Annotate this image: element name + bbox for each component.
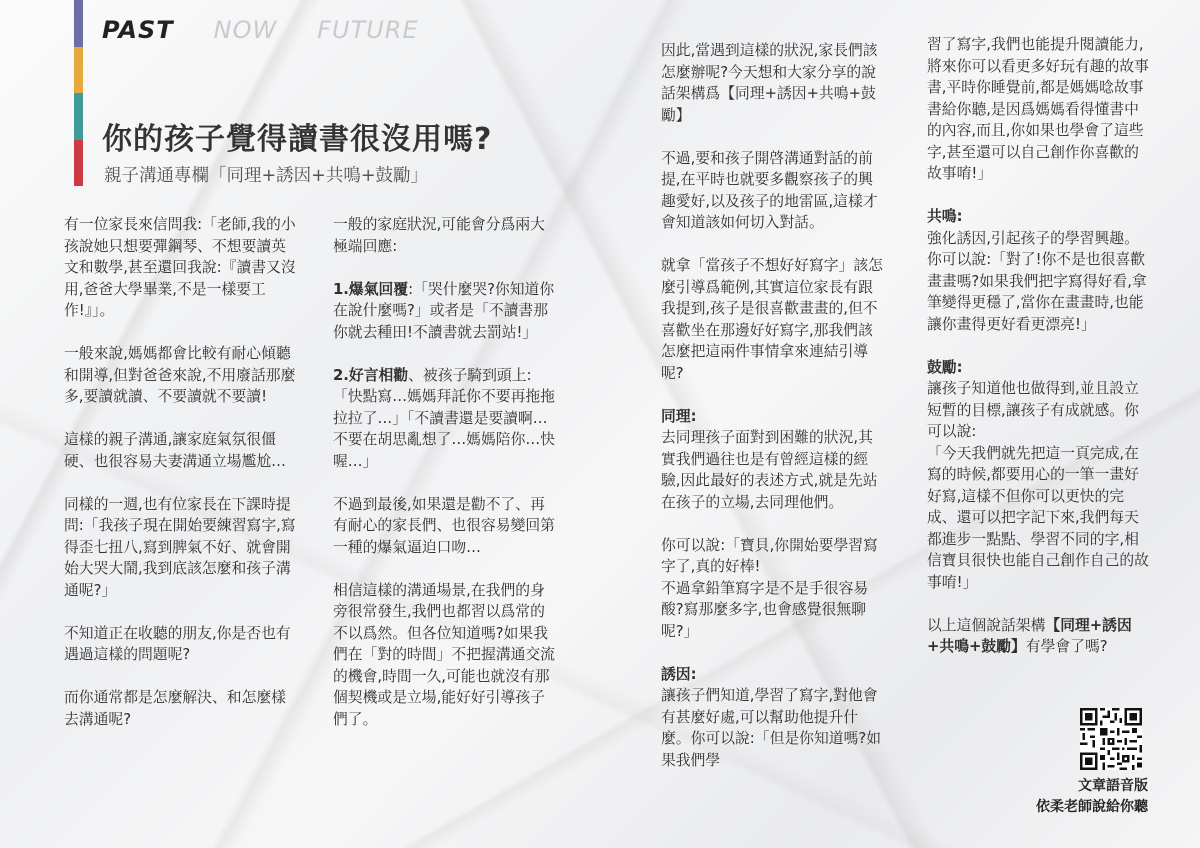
paragraph [333, 279, 559, 344]
section-heading-empathy: 同理: [661, 407, 697, 425]
section-body-quote: 「今天我們就先把這一頁完成,在寫的時候,都要用心的一筆一畫好好寫,這樣不但你可以更快的完成、還可以把字記下來,我們每天都進步一點點、學習不同的字,相信寶貝很快也能自己創作自己的故事唷!」 [927, 444, 1149, 591]
closing-text: 有學會了嗎? [1025, 638, 1108, 655]
section-heading-incentive: 誘因: [661, 665, 697, 683]
page-title: 你的孩子覺得讀書很沒用嗎? [102, 122, 493, 157]
section-body: 讓孩子們知道,學習了寫字,對他會有甚麼好處,可以幫助他提升什麼。你可以說:「但是你知道嗎?如果我們學 [661, 687, 881, 769]
paragraph: 因此,當遇到這樣的狀況,家長們該怎麼辦呢?今天想和大家分享的說話架構爲【同理+誘因+共鳴+鼓勵】 [661, 42, 878, 124]
column-4 [927, 34, 1153, 658]
credit-line-audio: 文章語音版 [1078, 778, 1148, 794]
paragraph: 習了寫字,我們也能提升閱讀能力,將來你可以看更多好玩有趣的故事書,平時你睡覺前,都是媽媽唸故事書給你聽,是因爲媽媽看得懂書中的內容,而且,你如果也學會了這些字,甚至還可以自己創作你喜歡的故事唷!」 [927, 36, 1149, 182]
timeline-future: FUTURE [317, 16, 419, 44]
paragraph-line: 不過拿鉛筆寫字是不是手很容易酸?寫那麼多字,也會感覺很無聊呢?」 [661, 579, 869, 640]
closing-framework: 【同理+誘因+共鳴+鼓勵】 [927, 616, 1132, 655]
paragraph: 不過到最後,如果還是勸不了、再有耐心的家長們、也很容易變回第一種的爆氣逼迫口吻… [333, 495, 555, 556]
point-body: :「哭什麼哭?你知道你在說什麼嗎?」或者是「不讀書那你就去種田!不讀書就去罰站!」 [333, 280, 555, 341]
section-heading-encouragement: 鼓勵: [927, 358, 963, 376]
section [927, 357, 1153, 594]
paragraph: 不過,要和孩子開啓溝通對話的前提,在平時也就要多觀察孩子的興趣愛好,以及孩子的地雷區,這樣才會知道該如何切入對話。 [661, 149, 878, 231]
section-body: 強化誘因,引起孩子的學習興趣。你可以說:「對了!你不是也很喜歡畫畫嗎?如果我們把字寫得好看,拿筆變得更穩了,當你在畫畫時,也能讓你畫得更好看更漂亮!」 [927, 229, 1147, 333]
paragraph: 就拿「當孩子不想好好寫字」該怎麼引導爲範例,其實這位家長有跟我提到,孩子是很喜歡畫畫的,但不喜歡坐在那邊好好寫字,那我們該怎麼把這兩件事情拿來連結引導呢? [661, 257, 883, 382]
section-body: 去同理孩子面對到困難的狀況,其實我們過往也是有曾經這樣的經驗,因此最好的表述方式,就是先站在孩子的立場,去同理他們。 [661, 429, 878, 511]
column-2 [333, 214, 559, 730]
section-heading-resonance: 共鳴: [927, 208, 963, 225]
paragraph: 這樣的親子溝通,讓家庭氣氛很僵硬、也很容易夫妻溝通立場尷尬… [64, 431, 286, 470]
section [661, 664, 887, 772]
timeline-now: NOW [213, 16, 278, 44]
paragraph: 一般來說,媽媽都會比較有耐心傾聽和開導,但對爸爸來說,不用廢話那麼多,要讀就讀、不要讀就不要讀! [64, 345, 296, 405]
page-subtitle: 親子溝通專欄「同理+誘因+共鳴+鼓勵」 [104, 166, 428, 186]
point-heading: 2.好言相勸 [333, 366, 409, 384]
red-tab [74, 140, 83, 187]
teal-tab [74, 93, 83, 140]
section [927, 206, 1153, 335]
paragraph [661, 535, 887, 643]
paragraph-line: 你可以說:「寶貝,你開始要學習寫字了,真的好棒! [661, 536, 878, 575]
paragraph: 而你通常都是怎麼解決、和怎麼樣去溝通呢? [64, 689, 286, 728]
column-3 [661, 40, 887, 771]
paragraph: 有一位家長來信問我:「老師,我的小孩說她只想要彈鋼琴、不想要讀英文和數學,甚至還回我說:『讀書又沒用,爸爸大學畢業,不是一樣要工作!』」。 [64, 216, 296, 319]
credit-line-teacher: 依柔老師說給你聽 [1036, 799, 1148, 815]
paragraph [333, 365, 559, 473]
purple-tab [74, 0, 83, 47]
section-body: 讓孩子知道他也做得到,並且設立短暫的目標,讓孩子有成就感。你可以說: [927, 380, 1139, 440]
qr-code-icon[interactable] [1080, 708, 1142, 770]
paragraph: 一般的家庭狀況,可能會分爲兩大極端回應: [333, 216, 545, 255]
closing-paragraph [927, 615, 1153, 658]
timeline-nav [102, 16, 419, 44]
timeline-past: PAST [102, 16, 174, 44]
column-1 [64, 214, 296, 730]
yellow-tab [74, 47, 83, 94]
closing-text: 以上這個說話架構 [927, 616, 1046, 634]
audio-credit [980, 776, 1148, 818]
color-tab-bar [74, 0, 83, 186]
paragraph: 同樣的一週,也有位家長在下課時提問:「我孩子現在開始要練習寫字,寫得歪七扭八,寫到脾氣不好、就會開始大哭大鬧,我到底該怎麼和孩子溝通呢?」 [64, 495, 296, 599]
point-body: 、被孩子騎到頭上:「快點寫…媽媽拜託你不要再拖拖拉拉了…」「不讀書還是要讀啊…不要在胡思亂想了…媽媽陪你…快喔…」 [333, 366, 555, 470]
paragraph: 不知道正在收聽的朋友,你是否也有遇過這樣的問題呢? [64, 624, 291, 663]
point-heading: 1.爆氣回覆 [333, 280, 409, 298]
paragraph: 相信這樣的溝通場景,在我們的身旁很常發生,我們也都習以爲常的不以爲然。但各位知道嗎?如果我們在「對的時間」不把握溝通交流的機會,時間一久,可能也就沒有那個契機或是立場,能好好引導孩子們了。 [333, 581, 555, 728]
section [661, 406, 887, 514]
